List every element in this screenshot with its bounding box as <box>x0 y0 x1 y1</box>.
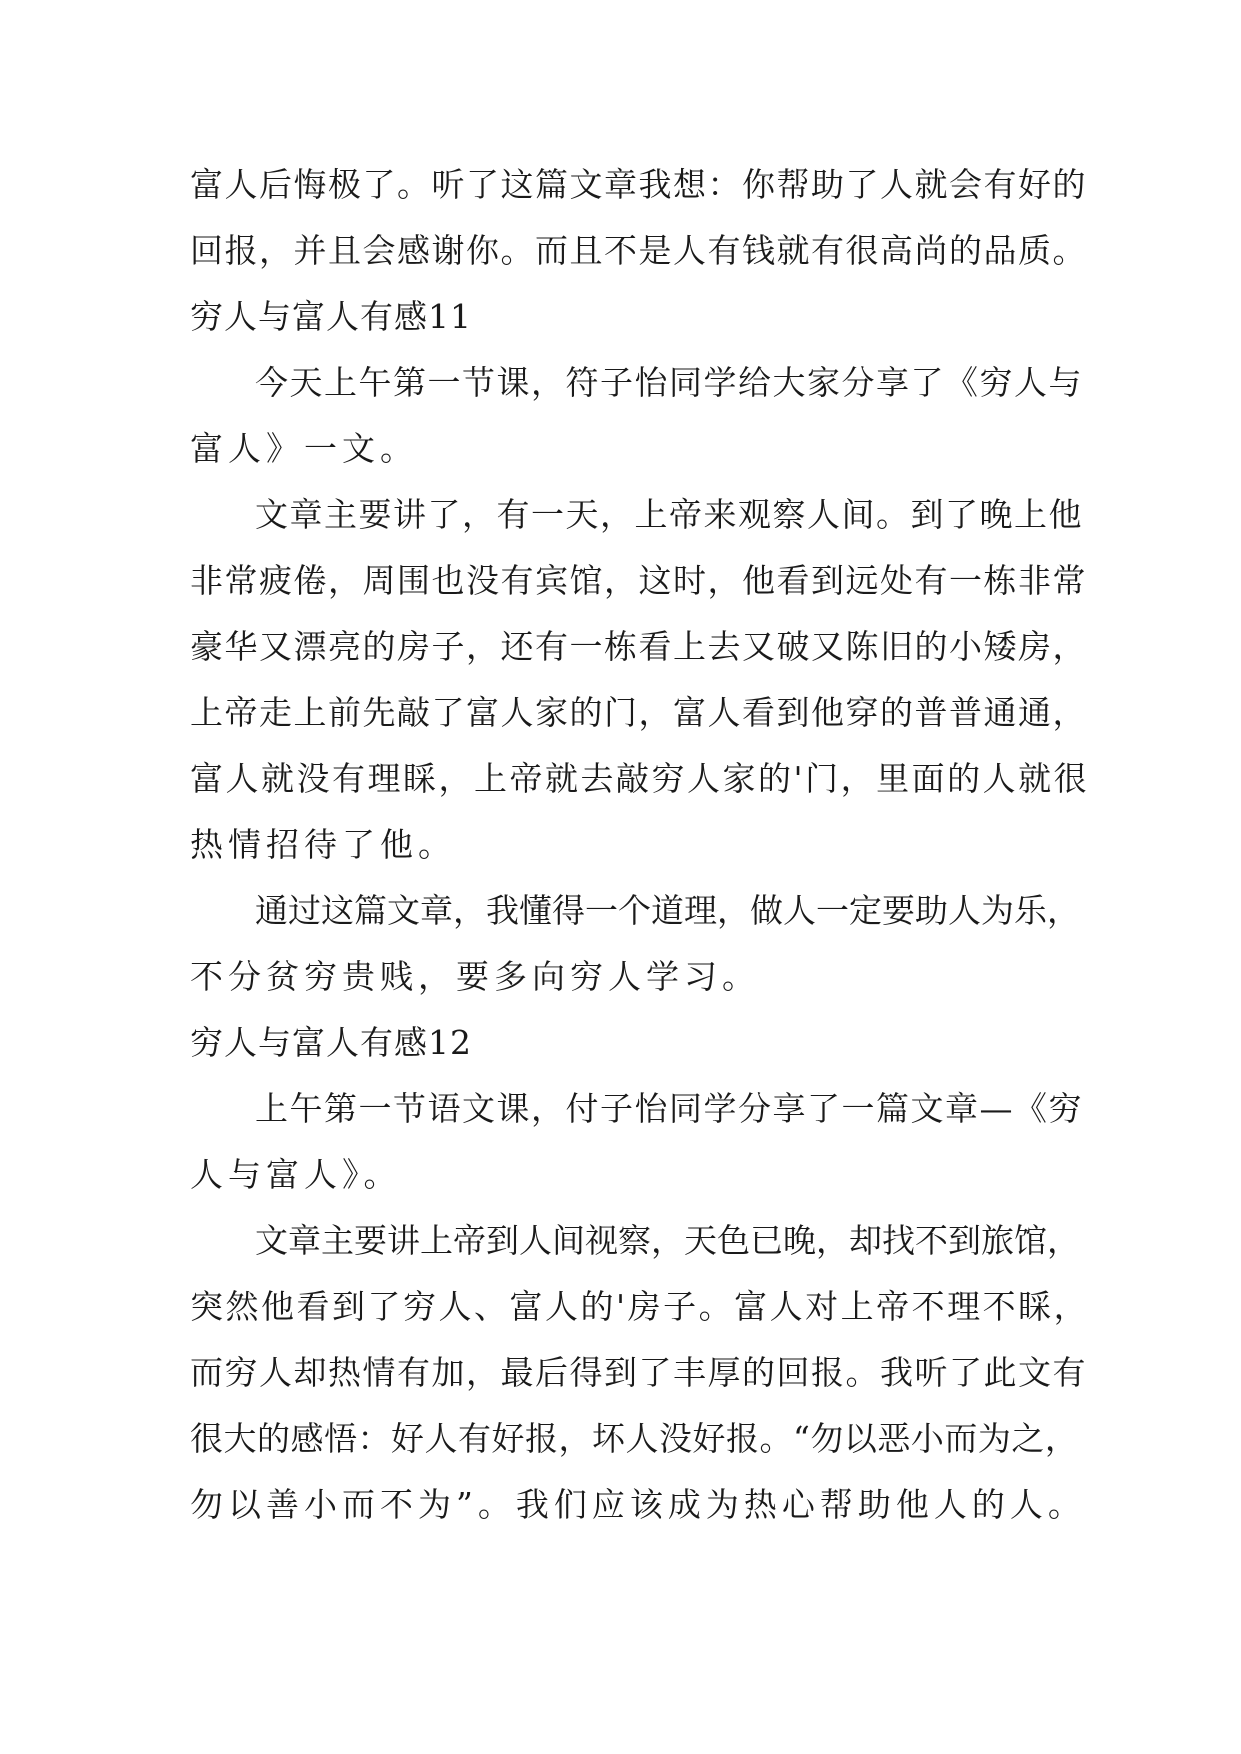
text-line <box>0 746 1241 812</box>
heading-text: 穷人与富人有感11 <box>190 297 472 336</box>
text-line <box>0 152 1241 218</box>
line-text: 而穷人却热情有加，最后得到了丰厚的回报。我听了此文有 <box>190 1353 1087 1392</box>
text-line <box>0 1472 1241 1538</box>
section-heading <box>0 1010 1241 1076</box>
text-line <box>0 1340 1241 1406</box>
line-text: 富人后悔极了。听了这篇文章我想：你帮助了人就会有好的 <box>190 165 1087 204</box>
heading-text: 穷人与富人有感12 <box>190 1023 472 1062</box>
line-text: 回报，并且会感谢你。而且不是人有钱就有很高尚的品质。 <box>190 231 1087 270</box>
line-text: 热情招待了他。 <box>190 825 456 864</box>
line-text: 突然他看到了穷人、富人的'房子。富人对上帝不理不睬， <box>190 1287 1090 1326</box>
line-text: 不分贫穷贵贱，要多向穷人学习。 <box>190 957 760 996</box>
text-line <box>0 1274 1241 1340</box>
text-line <box>0 680 1241 746</box>
line-text: 人与富人》。 <box>190 1155 402 1194</box>
text-line <box>0 548 1241 614</box>
text-line <box>0 614 1241 680</box>
text-line <box>0 350 1241 416</box>
text-line <box>0 1208 1241 1274</box>
text-line <box>0 218 1241 284</box>
text-line <box>0 1142 1241 1208</box>
text-line <box>0 1406 1241 1472</box>
line-text: 勿以善小而不为”。我们应该成为热心帮助他人的人。 <box>190 1485 1086 1524</box>
line-text: 富人就没有理睬，上帝就去敲穷人家的'门，里面的人就很 <box>190 759 1090 798</box>
line-text: 豪华又漂亮的房子，还有一栋看上去又破又陈旧的小矮房， <box>190 627 1087 666</box>
line-text: 文章主要讲了，有一天，上帝来观察人间。到了晚上他 <box>255 495 1083 534</box>
line-text: 今天上午第一节课，符子怡同学给大家分享了《穷人与 <box>255 363 1083 402</box>
line-text: 上帝走上前先敲了富人家的门，富人看到他穿的普普通通， <box>190 693 1087 732</box>
line-text: 通过这篇文章，我懂得一个道理，做人一定要助人为乐， <box>255 891 1080 930</box>
text-line <box>0 878 1241 944</box>
text-line <box>0 416 1241 482</box>
text-line <box>0 944 1241 1010</box>
line-text: 非常疲倦，周围也没有宾馆，这时，他看到远处有一栋非常 <box>190 561 1087 600</box>
line-text: 很大的感悟：好人有好报，坏人没好报。“勿以恶小而为之， <box>190 1419 1079 1458</box>
text-line <box>0 482 1241 548</box>
line-text: 富人》一文。 <box>190 429 418 468</box>
line-text: 上午第一节语文课，付子怡同学分享了一篇文章—《穷 <box>255 1089 1083 1128</box>
section-heading <box>0 284 1241 350</box>
text-line <box>0 812 1241 878</box>
line-text: 文章主要讲上帝到人间视察，天色已晚，却找不到旅馆， <box>255 1221 1080 1260</box>
text-line <box>0 1076 1241 1142</box>
